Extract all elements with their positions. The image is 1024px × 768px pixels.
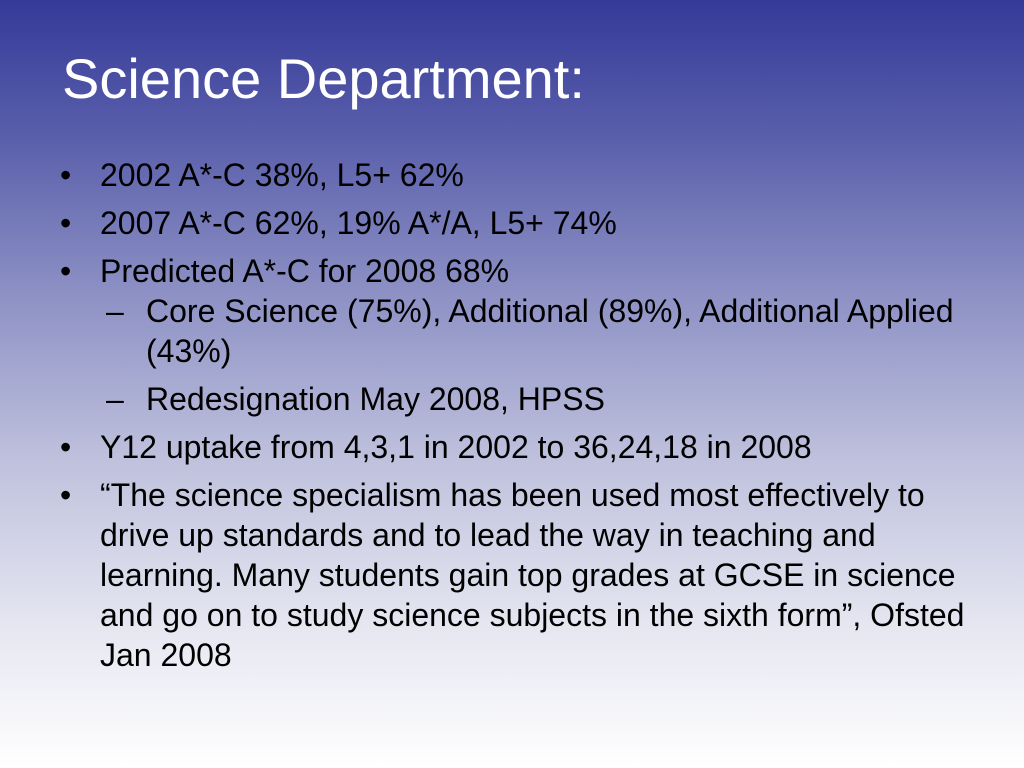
slide-title: Science Department:	[62, 47, 585, 110]
sub-bullet-item	[106, 291, 980, 371]
bullet-text: Y12 uptake from 4,3,1 in 2002 to 36,24,18 in 2008	[100, 429, 812, 465]
bullet-dot: •	[60, 205, 72, 241]
bullet-text: 2007 A*-C 62%, 19% A*/A, L5+ 74%	[100, 205, 617, 241]
bullet-item	[60, 427, 980, 467]
bullet-text: Predicted A*-C for 2008 68%	[100, 253, 510, 289]
sub-bullet-text: Redesignation May 2008, HPSS	[146, 381, 605, 417]
bullet-dot: •	[60, 477, 72, 513]
bullet-dot: •	[60, 253, 72, 289]
bullet-text: “The science specialism has been used most effectively to drive up standards and to lead the way in teaching and learning. Many students gain top grades at GCSE in science and go on to study science subjects in the sixth form”, Ofsted Jan 2008	[100, 477, 965, 673]
sub-bullet-text: Core Science (75%), Additional (89%), Additional Applied (43%)	[146, 293, 954, 369]
sub-bullet-dash: –	[106, 293, 124, 329]
sub-bullet-list	[106, 291, 980, 419]
bullet-item	[60, 155, 980, 195]
bullet-item	[60, 251, 980, 419]
bullet-list	[60, 155, 980, 683]
bullet-item	[60, 203, 980, 243]
sub-bullet-item	[106, 379, 980, 419]
bullet-item	[60, 475, 980, 675]
bullet-dot: •	[60, 429, 72, 465]
bullet-text: 2002 A*-C 38%, L5+ 62%	[100, 157, 464, 193]
sub-bullet-dash: –	[106, 381, 124, 417]
bullet-dot: •	[60, 157, 72, 193]
